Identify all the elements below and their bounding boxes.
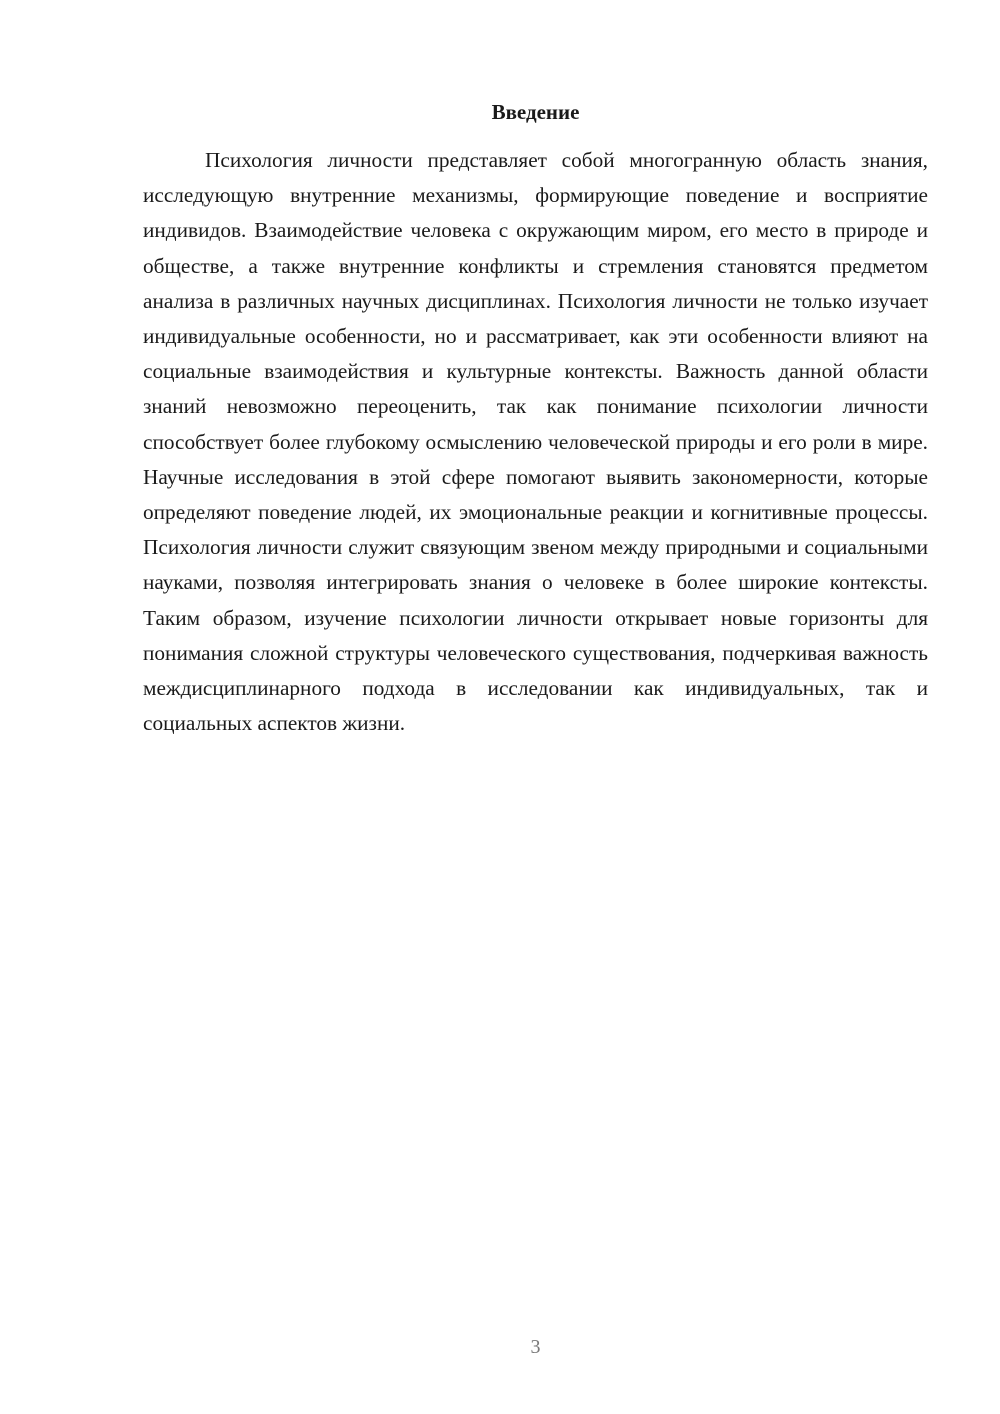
page-number: 3 bbox=[530, 1336, 541, 1358]
section-heading: Введение bbox=[491, 100, 580, 124]
body-paragraph: Психология личности представляет собой многогранную область знания, исследующую внутренние механизмы, формирующие поведение и восприятие индивидов. Взаимодействие человека с окружающим миром, его место в природе и обществе, а также внутренние конфликты и стремления становятся предметом анализа в различных научных дисциплинах. Психология личности не только изучает индивидуальные особенности, но и рассматривает, как эти особенности влияют на социальные взаимодействия и культурные контексты. Важность данной области знаний невозможно переоценить, так как понимание психологии личности способствует более глубокому осмыслению человеческой природы и его роли в мире. Научные исследования в этой сфере помогают выявить закономерности, которые определяют поведение людей, их эмоциональные реакции и когнитивные процессы. Психология личности служит связующим звеном между природными и социальными науками, позволяя интегрировать знания о человеке в более широкие контексты. Таким образом, изучение психологии личности открывает новые горизонты для понимания сложной структуры человеческого существования, подчеркивая важность междисциплинарного подхода в исследовании как индивидуальных, так и социальных аспектов жизни. bbox=[143, 148, 928, 736]
